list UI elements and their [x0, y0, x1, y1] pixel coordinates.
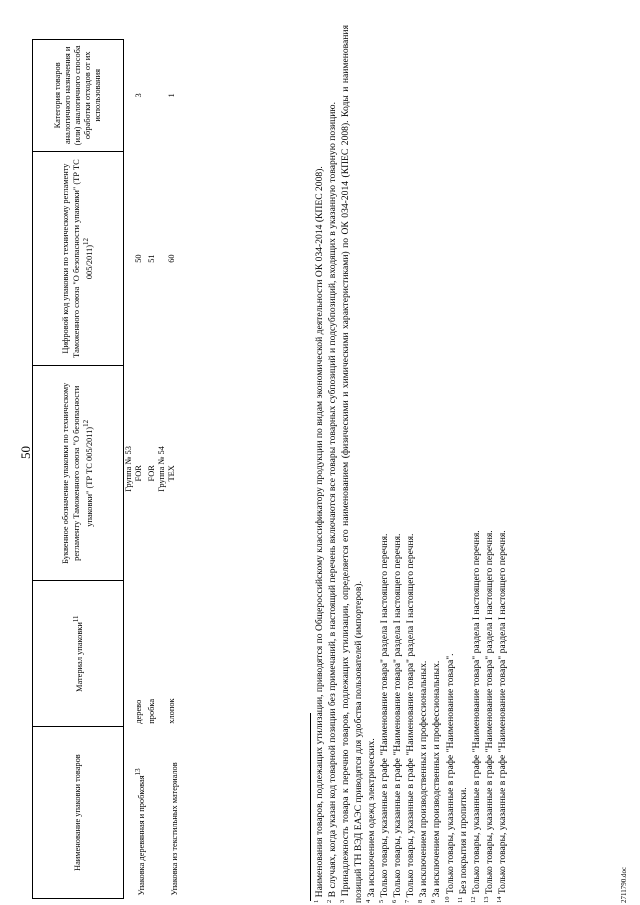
footnote: [470, 25, 483, 903]
header-label: Категория товаров аналогичного назначения и (или) аналогичного способа обработки отходов от их использования: [52, 45, 103, 146]
cell-letter-code: FOR: [134, 465, 144, 482]
cell-letter-code: FOR: [146, 465, 156, 482]
cell-category: 1: [167, 93, 177, 98]
footnote: [378, 25, 391, 903]
group-title: Группа № 53: [124, 446, 133, 492]
footnote-separator: [310, 713, 311, 901]
footnote-text: За исключением производственных и профессиональных.: [418, 660, 430, 898]
footnote-text: Только товары, указанные в графе "Наименование товара" раздела I настоящего перечня.: [484, 530, 496, 895]
footnote-text: За исключением одежд электрических.: [365, 738, 377, 898]
table-row: [147, 40, 157, 899]
table-header-row: [33, 40, 124, 899]
header-label: Буквенное обозначение упаковки по техническому регламенту Таможенного союза "О безопасности упаковки" (ТР ТС 005/2011): [61, 382, 94, 564]
footnote-number: 6: [390, 899, 398, 903]
cell-material: дерево: [134, 699, 144, 724]
cell-category: 3: [134, 93, 144, 98]
header-digital-code: [33, 151, 124, 366]
group-title: Группа № 54: [157, 446, 167, 492]
footnote: [457, 25, 470, 903]
cell-material: хлопок: [167, 698, 177, 724]
footnote-number: 2: [326, 899, 334, 903]
packaging-table: [32, 39, 180, 899]
footnote-number: 8: [417, 899, 425, 903]
footnote-number: 10: [443, 896, 451, 903]
group-title-row: [124, 40, 135, 899]
packaging-name: Упаковка из текстильных материалов: [169, 762, 179, 896]
cell-packaging-name: [147, 727, 157, 899]
footnote-text: Только товары, указанные в графе "Наименование товара" раздела I настоящего перечня.: [392, 533, 404, 898]
table-row: [134, 40, 147, 899]
footnote-number: 14: [496, 896, 504, 903]
cell-digital-code: 51: [146, 254, 156, 263]
footnote-text: Только товары, указанные в графе "Наименование товара" раздела I настоящего перечня.: [471, 530, 483, 895]
footnotes: [310, 25, 509, 903]
footnote: [444, 25, 457, 903]
footnote-text: Наименования товаров, подлежащих утилизации, приводятся по Общероссийскому классификатору продукции по видам экономической деятельности ОК 034-2014 (КПЕС 2008).: [314, 166, 326, 898]
footnote-number: 1: [313, 899, 320, 903]
footnote: [339, 25, 364, 903]
cell-letter-code: TEX: [167, 465, 177, 482]
cell-category: [147, 40, 157, 152]
footnote: [404, 25, 417, 903]
footnote-text: За исключением производственных и профессиональных.: [431, 660, 443, 898]
header-label: Материал упаковки: [74, 622, 84, 692]
cell-digital-code: 60: [167, 254, 177, 263]
footnote-text: Только товары, указанные в графе "Наименование товара".: [444, 653, 456, 895]
header-letter-code: [33, 366, 124, 581]
footnote: [326, 25, 339, 903]
table-row: [167, 40, 180, 899]
footnote: [391, 25, 404, 903]
cell-digital-code: 50: [134, 254, 144, 263]
group-title-row: [157, 40, 167, 899]
footnote-number: 13: [483, 896, 491, 903]
packaging-name: Упаковка деревянная и пробковая: [136, 775, 146, 896]
footnote-number: 4: [364, 899, 372, 903]
footnote-text: В случаях, когда указан код товарной позиции без примечаний, в настоящий перечень включаются все товары товарных субпозиций и подсубпозиций, входящих в указанную товарную позицию.: [327, 102, 339, 898]
header-footnote-ref: 12: [81, 419, 90, 427]
header-footnote-ref: 11: [71, 615, 80, 623]
footnote-number: 7: [404, 899, 412, 903]
footnote-number: 11: [456, 896, 464, 903]
footnote: [496, 25, 509, 903]
header-label: Цифровой код упаковки по техническому регламенту Таможенного союза "О безопасности упаковки" (ТР ТС 005/2011): [61, 159, 94, 358]
footnote-number: 12: [469, 896, 477, 903]
footnote-number: 9: [430, 899, 438, 903]
header-category: [33, 40, 124, 152]
footnote-text: Только товары, указанные в графе "Наименование товара" раздела I настоящего перечня.: [405, 533, 417, 898]
cell-packaging-name: [167, 727, 180, 899]
header-footnote-ref: 12: [81, 238, 90, 245]
cell-material: пробка: [146, 698, 156, 724]
header-label: Наименование упаковки товаров: [72, 754, 82, 871]
footnote: [417, 25, 430, 903]
footnote: [483, 25, 496, 903]
footnote-number: 5: [377, 899, 385, 903]
footnote-text: Только товары, указанные в графе "Наименование товара" раздела I настоящего перечня.: [497, 530, 509, 895]
footnote: [430, 25, 443, 903]
footnote: [365, 25, 378, 903]
footnote-text: Принадлежность товара к перечню товаров, подлежащих утилизации, определяется его наименованием (физическими и химическими характеристиками) по ОК 034-2014 (КПЕС 2008). Коды и наименования позиций ТН ВЭД ЕАЭС приводятся для удобства пользователей (импортеров).: [340, 25, 364, 903]
page-number: 50: [18, 446, 33, 459]
footnote-number: 3: [339, 899, 347, 903]
footnote-text: Без покрытия и пропитки.: [457, 787, 469, 895]
name-footnote-ref: 13: [134, 768, 143, 776]
header-packaging-name: [33, 727, 124, 899]
footnote: [313, 25, 326, 903]
cell-packaging-name: [134, 727, 147, 899]
header-material: [33, 581, 124, 727]
footnote-text: Только товары, указанные в графе "Наименование товара" раздела I настоящего перечня.: [378, 533, 390, 898]
document-id: 2711790.doc: [620, 866, 628, 903]
